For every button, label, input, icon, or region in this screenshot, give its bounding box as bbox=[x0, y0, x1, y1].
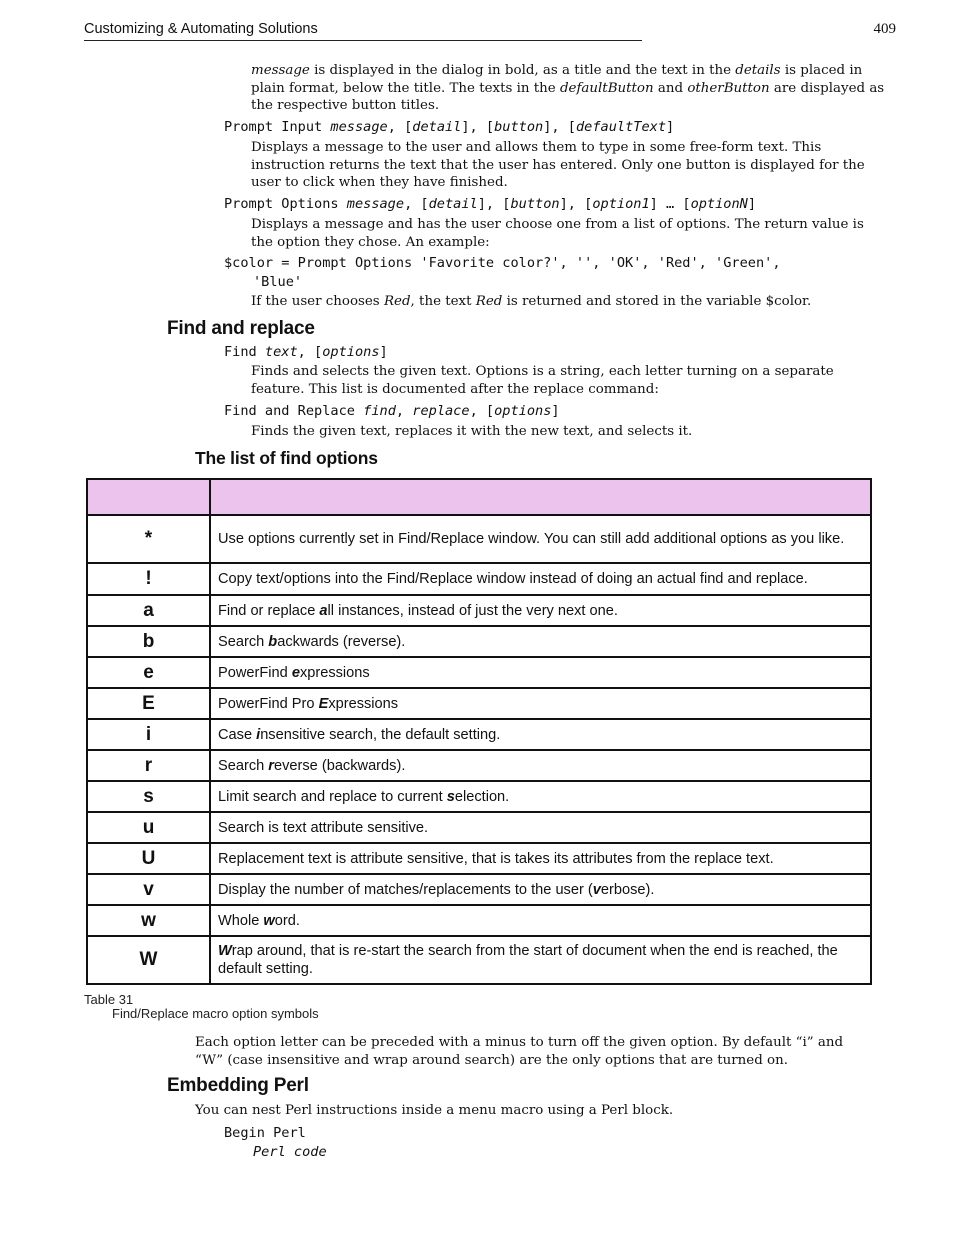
option-description-text: Search bbox=[218, 633, 269, 650]
option-description-text: xpressions bbox=[299, 664, 370, 681]
option-key-letter: W bbox=[218, 943, 232, 959]
option-description-text: PowerFind Pro bbox=[218, 695, 319, 712]
code-param: text bbox=[264, 344, 298, 360]
intro-term-other-button: otherButton bbox=[687, 80, 770, 96]
code-token: ] bbox=[666, 119, 675, 135]
options-note bbox=[195, 1034, 875, 1069]
page-number: 409 bbox=[873, 21, 896, 37]
table-row bbox=[87, 515, 871, 563]
option-description bbox=[210, 905, 871, 936]
description-line: the option they chose. An example: bbox=[251, 234, 490, 250]
option-description bbox=[210, 688, 871, 719]
option-key-letter: w bbox=[263, 912, 275, 929]
code-token: Prompt Options bbox=[224, 196, 347, 212]
find-signature bbox=[224, 343, 388, 361]
table-row bbox=[87, 595, 871, 626]
code-token: ], [ bbox=[477, 196, 511, 212]
option-key-letter: b bbox=[268, 633, 278, 650]
option-description-text: xpressions bbox=[328, 695, 399, 712]
code-token: , [ bbox=[387, 119, 413, 135]
table-row bbox=[87, 750, 871, 781]
option-description-text: Whole bbox=[218, 912, 264, 929]
heading-find-and-replace: Find and replace bbox=[167, 318, 315, 339]
option-description-text: Search bbox=[218, 757, 269, 774]
option-description-text: Replacement text is attribute sensitive, that is takes its attributes from the replace text. bbox=[218, 850, 774, 867]
heading-find-options: The list of find options bbox=[195, 448, 378, 468]
table-row bbox=[87, 812, 871, 843]
option-description-text: Copy text/options into the Find/Replace window instead of doing an actual find and replace. bbox=[218, 571, 808, 587]
option-description bbox=[210, 812, 871, 843]
intro-term-message: message bbox=[251, 63, 310, 78]
intro-text: plain format, below the title. The texts in the bbox=[251, 80, 560, 96]
option-symbol: W bbox=[87, 936, 210, 984]
table-row bbox=[87, 719, 871, 750]
code-param: find bbox=[363, 403, 396, 419]
code-param: options bbox=[322, 344, 380, 360]
code-token: , [ bbox=[404, 196, 429, 212]
code-token: Find bbox=[224, 344, 265, 360]
intro-paragraph bbox=[251, 62, 891, 115]
intro-text: is placed in bbox=[780, 63, 863, 78]
heading-embedding-perl: Embedding Perl bbox=[167, 1075, 309, 1096]
option-description-text: ord. bbox=[274, 912, 300, 929]
option-description-text: rap around, that is re-start the search from the start of document when the end is reached, the default setting. bbox=[218, 943, 838, 977]
option-key-letter: e bbox=[291, 664, 300, 681]
table-row bbox=[87, 874, 871, 905]
code-token: ] bbox=[747, 196, 757, 212]
code-token: ] … [ bbox=[649, 196, 691, 212]
option-key-letter: i bbox=[256, 726, 261, 743]
table-caption-label: Table 31 bbox=[84, 992, 134, 1007]
option-description-text: Find or replace bbox=[218, 602, 320, 619]
prompt-options-description bbox=[251, 216, 891, 251]
table-row bbox=[87, 843, 871, 874]
intro-text: are displayed as bbox=[769, 80, 885, 96]
option-symbol: e bbox=[87, 657, 210, 688]
result-term: Red bbox=[383, 294, 411, 309]
option-symbol: s bbox=[87, 781, 210, 812]
option-description-text: nsensitive search, the default setting. bbox=[260, 726, 501, 743]
code-param: button bbox=[510, 196, 560, 212]
option-symbol: u bbox=[87, 812, 210, 843]
option-symbol: * bbox=[87, 515, 210, 563]
table-header-cell bbox=[210, 479, 871, 515]
option-symbol: E bbox=[87, 688, 210, 719]
option-symbol: U bbox=[87, 843, 210, 874]
code-token: ], [ bbox=[461, 119, 495, 135]
option-description-text: everse (backwards). bbox=[273, 757, 406, 774]
code-param: button bbox=[494, 119, 544, 135]
code-token: Prompt Input bbox=[224, 119, 331, 135]
code-param: optionN bbox=[690, 196, 748, 212]
code-param: replace bbox=[412, 403, 470, 419]
result-text: is returned and stored in the variable $color. bbox=[502, 294, 812, 309]
prompt-options-result bbox=[251, 293, 891, 311]
description-line: user to click when they have finished. bbox=[251, 175, 508, 190]
option-description bbox=[210, 874, 871, 905]
option-description-text: PowerFind bbox=[218, 664, 292, 681]
intro-text: and bbox=[653, 80, 688, 96]
result-text: If the user chooses bbox=[251, 294, 384, 309]
option-symbol: v bbox=[87, 874, 210, 905]
prompt-options-example-line1: $color = Prompt Options 'Favorite color?', '', 'OK', 'Red', 'Green', bbox=[224, 255, 781, 271]
option-description bbox=[210, 563, 871, 595]
prompt-options-example-line2: 'Blue' bbox=[253, 274, 303, 290]
table-row bbox=[87, 936, 871, 984]
table-row bbox=[87, 563, 871, 595]
option-key-letter: E bbox=[318, 695, 329, 712]
option-symbol: a bbox=[87, 595, 210, 626]
option-description-text: erbose). bbox=[600, 881, 655, 898]
code-token: , [ bbox=[297, 344, 323, 360]
code-token: ] bbox=[379, 344, 388, 360]
code-param: detail bbox=[428, 196, 478, 212]
option-description bbox=[210, 626, 871, 657]
intro-text: is displayed in the dialog in bold, as a title and the text in the bbox=[309, 63, 736, 78]
prompt-input-description bbox=[251, 139, 891, 192]
find-description bbox=[251, 363, 891, 398]
code-param: defaultText bbox=[575, 119, 667, 135]
code-token: ], [ bbox=[559, 196, 593, 212]
option-description bbox=[210, 843, 871, 874]
code-param: detail bbox=[412, 119, 462, 135]
option-key-letter: r bbox=[268, 757, 274, 774]
embedding-perl-intro: You can nest Perl instructions inside a menu macro using a Perl block. bbox=[195, 1103, 674, 1118]
description-line: Displays a message and has the user choose one from a list of options. The return value is bbox=[251, 217, 864, 232]
option-description bbox=[210, 595, 871, 626]
running-title: Customizing & Automating Solutions bbox=[84, 21, 318, 37]
code-token: , [ bbox=[469, 403, 495, 419]
option-description-text: Use options currently set in Find/Replace window. You can still add additional options as you like. bbox=[218, 531, 845, 547]
code-token: Find and Replace bbox=[224, 403, 364, 419]
perl-code-body bbox=[253, 1143, 327, 1161]
table-row bbox=[87, 626, 871, 657]
intro-term-details: details bbox=[735, 63, 781, 78]
result-text: , the text bbox=[410, 294, 476, 309]
intro-text: the respective button titles. bbox=[251, 98, 440, 113]
table-row bbox=[87, 781, 871, 812]
code-token: ] bbox=[551, 403, 560, 419]
code-param: message bbox=[330, 119, 388, 135]
option-description bbox=[210, 719, 871, 750]
header-rule bbox=[84, 40, 642, 41]
description-line: Displays a message to the user and allows them to type in some free-form text. This bbox=[251, 140, 822, 155]
option-description-text: ackwards (reverse). bbox=[277, 633, 406, 650]
option-description-text: ll instances, instead of just the very next one. bbox=[327, 602, 618, 619]
prompt-options-signature bbox=[224, 195, 756, 213]
find-options-table bbox=[86, 478, 872, 985]
intro-term-default-button: defaultButton bbox=[559, 80, 654, 96]
table-header-row bbox=[87, 479, 871, 515]
code-param: option1 bbox=[592, 196, 650, 212]
option-description bbox=[210, 657, 871, 688]
perl-code-begin: Begin Perl bbox=[224, 1125, 306, 1141]
option-symbol: ! bbox=[87, 563, 210, 595]
option-description-text: Search is text attribute sensitive. bbox=[218, 819, 429, 836]
description-line: Finds and selects the given text. Options is a string, each letter turning on a separate bbox=[251, 364, 834, 379]
option-symbol: b bbox=[87, 626, 210, 657]
option-key-letter: a bbox=[319, 602, 328, 619]
prompt-input-signature bbox=[224, 118, 674, 136]
note-line: Each option letter can be preceded with a minus to turn off the given option. By default “i” and bbox=[195, 1035, 844, 1050]
find-replace-signature bbox=[224, 402, 560, 420]
find-replace-description: Finds the given text, replaces it with the new text, and selects it. bbox=[251, 424, 693, 439]
code-param: options bbox=[494, 403, 552, 419]
code-param: message bbox=[346, 196, 405, 212]
table-caption-text: Find/Replace macro option symbols bbox=[112, 1006, 319, 1021]
table-row bbox=[87, 688, 871, 719]
option-description bbox=[210, 750, 871, 781]
option-key-letter: v bbox=[592, 881, 601, 898]
option-description bbox=[210, 781, 871, 812]
table-row bbox=[87, 905, 871, 936]
option-description-text: Case bbox=[218, 726, 257, 743]
result-term: Red bbox=[475, 294, 503, 309]
code-token: , bbox=[395, 403, 413, 419]
option-symbol: w bbox=[87, 905, 210, 936]
option-symbol: r bbox=[87, 750, 210, 781]
option-description-text: election. bbox=[454, 788, 510, 805]
option-symbol: i bbox=[87, 719, 210, 750]
option-key-letter: s bbox=[446, 788, 455, 805]
code-param: Perl code bbox=[253, 1144, 327, 1160]
table-row bbox=[87, 657, 871, 688]
description-line: feature. This list is documented after the replace command: bbox=[251, 381, 659, 397]
description-line: instruction returns the text that the user has entered. Only one button is displayed for the bbox=[251, 157, 865, 173]
code-token: ], [ bbox=[543, 119, 576, 135]
table-header-cell bbox=[87, 479, 210, 515]
note-line: “W” (case insensitive and wrap around search) are the only options that are turned on. bbox=[195, 1052, 788, 1068]
option-description-text: Display the number of matches/replacements to the user ( bbox=[218, 881, 593, 898]
page-header bbox=[84, 20, 896, 42]
option-description bbox=[210, 515, 871, 563]
option-description-text: Limit search and replace to current bbox=[218, 788, 447, 805]
option-description bbox=[210, 936, 871, 984]
